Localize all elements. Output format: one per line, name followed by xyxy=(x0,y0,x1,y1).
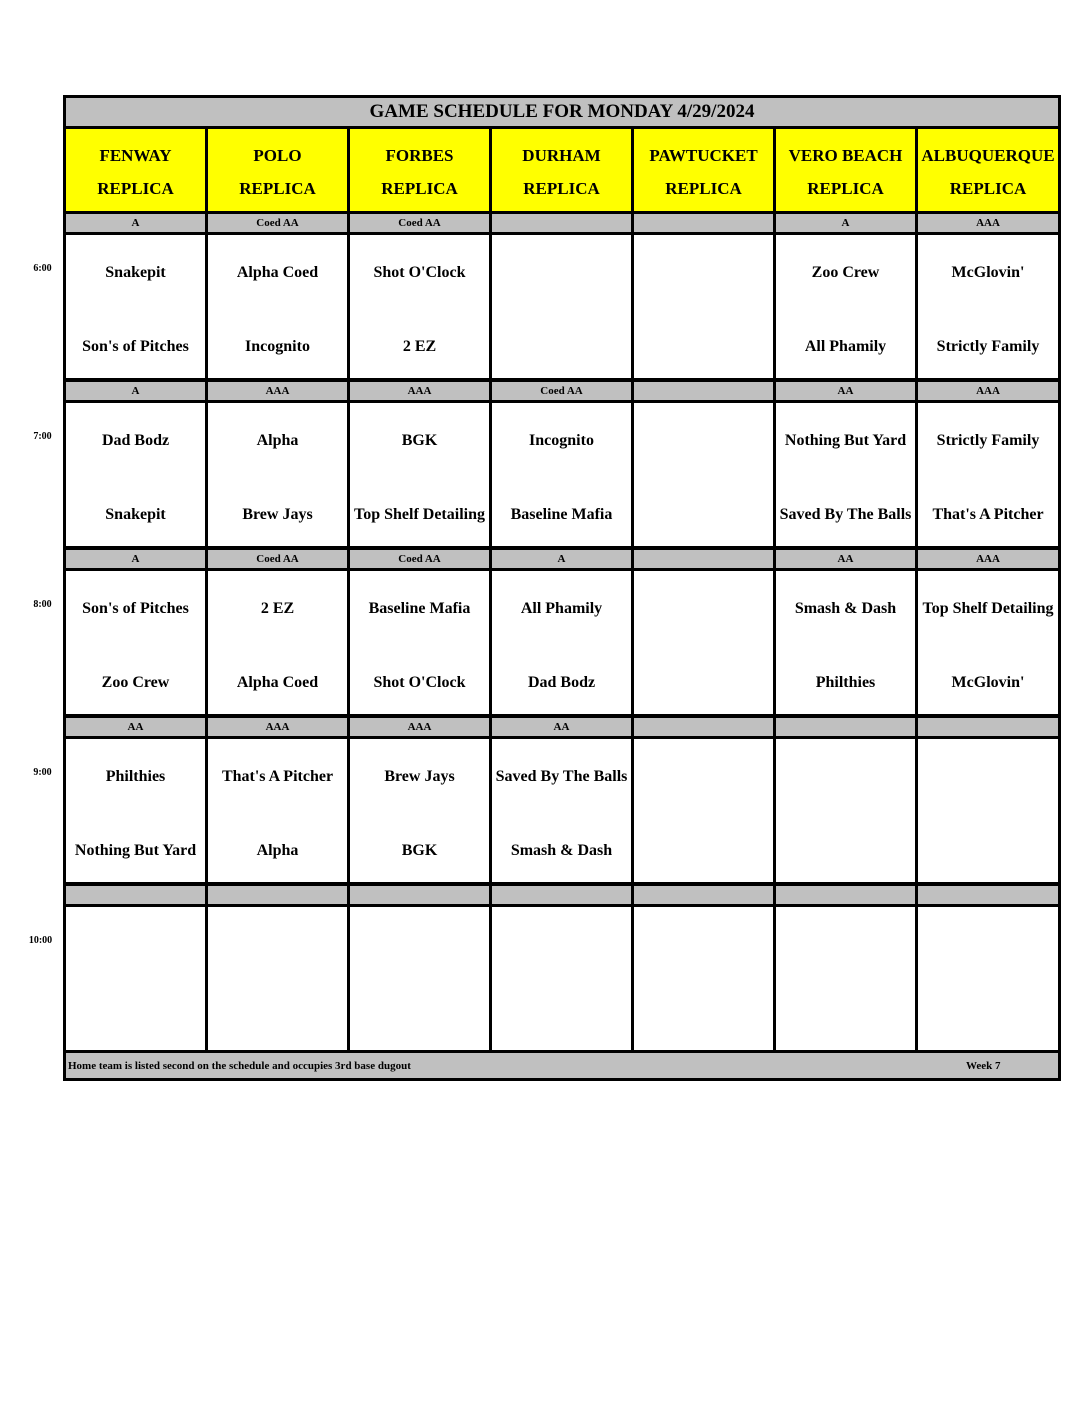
visiting-team xyxy=(492,923,631,967)
home-team: Philthies xyxy=(815,674,876,691)
field-name: PAWTUCKET xyxy=(649,146,758,165)
division-label: AA xyxy=(66,718,205,736)
visiting-team xyxy=(776,923,915,967)
visiting-team xyxy=(634,419,773,463)
footer-bar xyxy=(66,1053,1058,1078)
home-team xyxy=(350,997,489,1041)
home-team: Nothing But Yard xyxy=(74,842,197,859)
home-team xyxy=(492,325,631,369)
game-cell xyxy=(350,235,489,378)
home-team xyxy=(634,997,773,1041)
field-header xyxy=(492,129,631,211)
field-subtitle: REPLICA xyxy=(949,179,1027,198)
home-team xyxy=(918,829,1058,873)
division-label xyxy=(492,886,631,904)
game-cell xyxy=(350,907,489,1050)
game-cell xyxy=(208,235,347,378)
visiting-team: Shot O'Clock xyxy=(373,264,466,281)
visiting-team xyxy=(66,923,205,967)
division-label xyxy=(208,886,347,904)
home-team: That's A Pitcher xyxy=(932,506,1044,523)
division-label xyxy=(918,718,1058,736)
game-cell xyxy=(918,571,1058,714)
game-cell xyxy=(634,907,773,1050)
game-cell xyxy=(66,739,205,882)
home-team: All Phamily xyxy=(804,338,887,355)
visiting-team: Philthies xyxy=(105,768,166,785)
home-team xyxy=(634,325,773,369)
game-cell xyxy=(492,235,631,378)
game-cell xyxy=(492,403,631,546)
home-team: BGK xyxy=(401,842,438,859)
game-cell xyxy=(208,571,347,714)
home-team xyxy=(776,997,915,1041)
division-label xyxy=(66,886,205,904)
field-name: FORBES xyxy=(385,146,454,165)
division-label: AAA xyxy=(350,718,489,736)
field-subtitle: REPLICA xyxy=(807,179,884,198)
division-label: Coed AA xyxy=(350,550,489,568)
game-cell xyxy=(208,739,347,882)
visiting-team: Top Shelf Detailing xyxy=(922,600,1054,617)
division-label: A xyxy=(66,382,205,400)
schedule-title: GAME SCHEDULE FOR MONDAY 4/29/2024 xyxy=(66,98,1058,126)
division-label: AAA xyxy=(918,214,1058,232)
visiting-team: That's A Pitcher xyxy=(221,768,334,785)
game-cell xyxy=(776,907,915,1050)
home-team: Smash & Dash xyxy=(510,842,613,859)
game-cell xyxy=(776,235,915,378)
field-subtitle: REPLICA xyxy=(665,179,742,198)
visiting-team: Alpha xyxy=(256,432,299,449)
division-label: AA xyxy=(776,382,915,400)
division-label: AAA xyxy=(918,382,1058,400)
home-team: Dad Bodz xyxy=(527,674,596,691)
home-team: Snakepit xyxy=(105,506,166,523)
footer-note: Home team is listed second on the schedule and occupies 3rd base dugout xyxy=(68,1059,411,1072)
field-header xyxy=(918,129,1058,211)
visiting-team: Zoo Crew xyxy=(811,264,880,281)
field-header xyxy=(350,129,489,211)
home-team: Son's of Pitches xyxy=(82,338,189,355)
home-team: Alpha xyxy=(256,842,299,859)
home-team: Top Shelf Detailing xyxy=(354,506,485,523)
game-cell xyxy=(66,571,205,714)
visiting-team xyxy=(918,923,1058,967)
division-label: AAA xyxy=(208,718,347,736)
visiting-team: Son's of Pitches xyxy=(82,600,189,617)
game-cell xyxy=(918,403,1058,546)
visiting-team xyxy=(208,923,347,967)
field-name: ALBUQUERQUE xyxy=(921,146,1055,165)
division-label: Coed AA xyxy=(350,214,489,232)
game-cell xyxy=(208,907,347,1050)
division-label: Coed AA xyxy=(208,214,347,232)
home-team: 2 EZ xyxy=(402,338,437,355)
visiting-team xyxy=(634,251,773,295)
visiting-team: Nothing But Yard xyxy=(784,432,907,449)
game-cell xyxy=(776,739,915,882)
game-cell xyxy=(66,235,205,378)
home-team xyxy=(66,997,205,1041)
division-label xyxy=(634,382,773,400)
field-header xyxy=(208,129,347,211)
visiting-team: Brew Jays xyxy=(384,768,455,785)
game-cell xyxy=(918,907,1058,1050)
division-label xyxy=(918,886,1058,904)
time-label: 8:00 xyxy=(33,599,52,610)
game-cell xyxy=(350,571,489,714)
home-team: Strictly Family xyxy=(936,338,1040,355)
visiting-team xyxy=(634,755,773,799)
visiting-team: Alpha Coed xyxy=(236,264,319,281)
division-label: AA xyxy=(776,550,915,568)
field-subtitle: REPLICA xyxy=(381,179,458,198)
home-team xyxy=(776,829,915,873)
game-cell xyxy=(918,739,1058,882)
field-subtitle: REPLICA xyxy=(97,179,174,198)
field-header xyxy=(776,129,915,211)
home-team xyxy=(208,997,347,1041)
division-label xyxy=(634,886,773,904)
game-cell xyxy=(492,907,631,1050)
home-team xyxy=(918,997,1058,1041)
home-team: McGlovin' xyxy=(951,674,1025,691)
home-team xyxy=(634,661,773,705)
division-label: A xyxy=(776,214,915,232)
field-header xyxy=(66,129,205,211)
game-cell xyxy=(492,739,631,882)
game-cell xyxy=(492,571,631,714)
time-label: 9:00 xyxy=(33,767,52,778)
time-label: 6:00 xyxy=(33,263,52,274)
field-subtitle: REPLICA xyxy=(523,179,600,198)
visiting-team xyxy=(634,923,773,967)
division-label: AAA xyxy=(350,382,489,400)
visiting-team: Smash & Dash xyxy=(794,600,897,617)
division-label: A xyxy=(66,214,205,232)
visiting-team: All Phamily xyxy=(520,600,603,617)
division-label: Coed AA xyxy=(208,550,347,568)
game-cell xyxy=(776,571,915,714)
visiting-team: Saved By The Balls xyxy=(495,768,628,785)
division-label: AAA xyxy=(208,382,347,400)
division-label: AAA xyxy=(918,550,1058,568)
home-team xyxy=(492,997,631,1041)
game-cell xyxy=(918,235,1058,378)
division-label xyxy=(776,718,915,736)
division-label xyxy=(776,886,915,904)
field-name: DURHAM xyxy=(522,146,601,165)
time-label: 10:00 xyxy=(28,935,53,946)
game-cell xyxy=(634,739,773,882)
home-team: Baseline Mafia xyxy=(510,506,613,523)
game-cell xyxy=(634,571,773,714)
visiting-team xyxy=(634,587,773,631)
division-label xyxy=(634,550,773,568)
visiting-team: Dad Bodz xyxy=(101,432,170,449)
field-name: VERO BEACH xyxy=(788,146,903,165)
home-team: Saved By The Balls xyxy=(779,506,912,523)
visiting-team: McGlovin' xyxy=(951,264,1025,281)
field-name: POLO xyxy=(253,146,302,165)
home-team xyxy=(634,829,773,873)
time-label: 7:00 xyxy=(33,431,52,442)
schedule-table xyxy=(63,95,1061,1081)
division-label: AA xyxy=(492,718,631,736)
visiting-team: BGK xyxy=(401,432,438,449)
game-cell xyxy=(634,235,773,378)
visiting-team: Baseline Mafia xyxy=(368,600,471,617)
game-cell xyxy=(208,403,347,546)
division-label xyxy=(350,886,489,904)
home-team: Zoo Crew xyxy=(101,674,170,691)
field-subtitle: REPLICA xyxy=(239,179,316,198)
visiting-team: Incognito xyxy=(529,432,594,449)
division-label: A xyxy=(66,550,205,568)
field-name: FENWAY xyxy=(99,146,172,165)
game-cell xyxy=(776,403,915,546)
week-label: Week 7 xyxy=(966,1059,1001,1072)
division-label: Coed AA xyxy=(492,382,631,400)
game-cell xyxy=(634,403,773,546)
visiting-team xyxy=(350,923,489,967)
home-team: Shot O'Clock xyxy=(373,674,466,691)
division-label xyxy=(492,214,631,232)
home-team: Brew Jays xyxy=(242,506,313,523)
visiting-team xyxy=(918,755,1058,799)
home-team: Alpha Coed xyxy=(236,674,319,691)
home-team: Incognito xyxy=(245,338,310,355)
division-label xyxy=(634,214,773,232)
division-label xyxy=(634,718,773,736)
visiting-team: Snakepit xyxy=(105,264,166,281)
visiting-team xyxy=(776,755,915,799)
visiting-team: 2 EZ xyxy=(260,600,295,617)
visiting-team xyxy=(492,251,631,295)
game-cell xyxy=(66,907,205,1050)
game-cell xyxy=(350,739,489,882)
field-header xyxy=(634,129,773,211)
game-cell xyxy=(66,403,205,546)
home-team xyxy=(634,493,773,537)
visiting-team: Strictly Family xyxy=(936,432,1040,449)
game-cell xyxy=(350,403,489,546)
division-label: A xyxy=(492,550,631,568)
